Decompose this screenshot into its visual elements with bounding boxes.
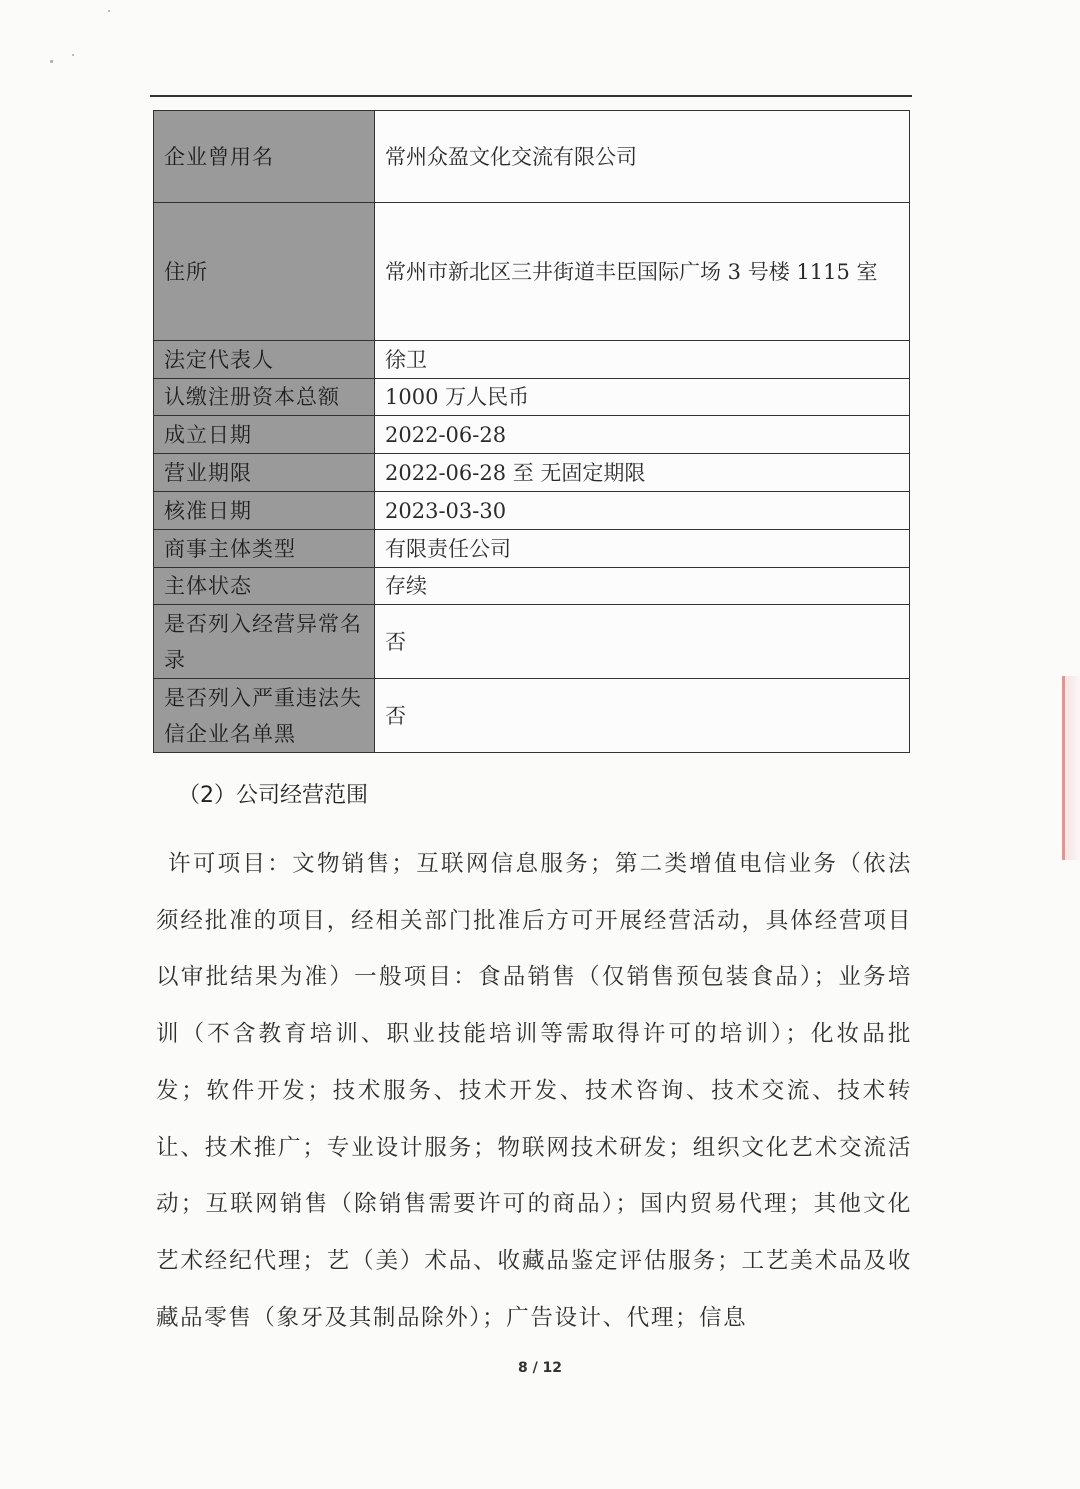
row-label: 核准日期 bbox=[154, 492, 375, 530]
row-label: 认缴注册资本总额 bbox=[154, 379, 375, 416]
table-row bbox=[154, 379, 910, 416]
table-row bbox=[154, 454, 910, 492]
row-label: 企业曾用名 bbox=[154, 111, 375, 203]
row-value: 常州众盈文化交流有限公司 bbox=[375, 111, 910, 203]
table-row bbox=[154, 605, 910, 679]
section-title: （2）公司经营范围 bbox=[178, 783, 368, 808]
row-label: 主体状态 bbox=[154, 568, 375, 605]
table-row bbox=[154, 568, 910, 605]
table-row bbox=[154, 341, 910, 379]
company-info-table bbox=[153, 110, 910, 753]
row-value: 否 bbox=[375, 605, 910, 679]
row-label: 营业期限 bbox=[154, 454, 375, 492]
row-value: 2022-06-28 bbox=[375, 416, 910, 454]
row-label: 是否列入经营异常名录 bbox=[154, 605, 375, 679]
scan-speck bbox=[72, 54, 74, 56]
page-number: 8 / 12 bbox=[517, 1360, 563, 1376]
header-rule bbox=[150, 95, 912, 97]
row-label: 成立日期 bbox=[154, 416, 375, 454]
row-label: 法定代表人 bbox=[154, 341, 375, 379]
table-row bbox=[154, 530, 910, 568]
row-value: 否 bbox=[375, 679, 910, 753]
table-row bbox=[154, 203, 910, 341]
table-row bbox=[154, 111, 910, 203]
row-value: 有限责任公司 bbox=[375, 530, 910, 568]
row-value: 徐卫 bbox=[375, 341, 910, 379]
table-row bbox=[154, 679, 910, 753]
row-label: 是否列入严重违法失信企业名单黑 bbox=[154, 679, 375, 753]
row-value: 存续 bbox=[375, 568, 910, 605]
red-seal-edge bbox=[1062, 676, 1080, 860]
scan-speck bbox=[50, 60, 53, 63]
business-scope-text: 许可项目：文物销售；互联网信息服务；第二类增值电信业务（依法须经批准的项目，经相关部门批准后方可开展经营活动，具体经营项目以审批结果为准）一般项目：食品销售（仅销售预包装食品）；业务培训（不含教育培训、职业技能培训等需取得许可的培训）；化妆品批发；软件开发；技术服务、技术开发、技术咨询、技术交流、技术转让、技术推广；专业设计服务；物联网技术研发；组织文化艺术交流活动；互联网销售（除销售需要许可的商品）；国内贸易代理；其他文化艺术经纪代理；艺（美）术品、收藏品鉴定评估服务；工艺美术品及收藏品零售（象牙及其制品除外）；广告设计、代理；信息 bbox=[156, 851, 912, 1331]
row-value: 2022-06-28 至 无固定期限 bbox=[375, 454, 910, 492]
scan-speck bbox=[108, 10, 110, 12]
row-label: 商事主体类型 bbox=[154, 530, 375, 568]
table-row bbox=[154, 416, 910, 454]
table-row bbox=[154, 492, 910, 530]
row-label: 住所 bbox=[154, 203, 375, 341]
row-value: 2023-03-30 bbox=[375, 492, 910, 530]
row-value: 常州市新北区三井街道丰臣国际广场 3 号楼 1115 室 bbox=[375, 203, 910, 341]
row-value: 1000 万人民币 bbox=[375, 379, 910, 416]
